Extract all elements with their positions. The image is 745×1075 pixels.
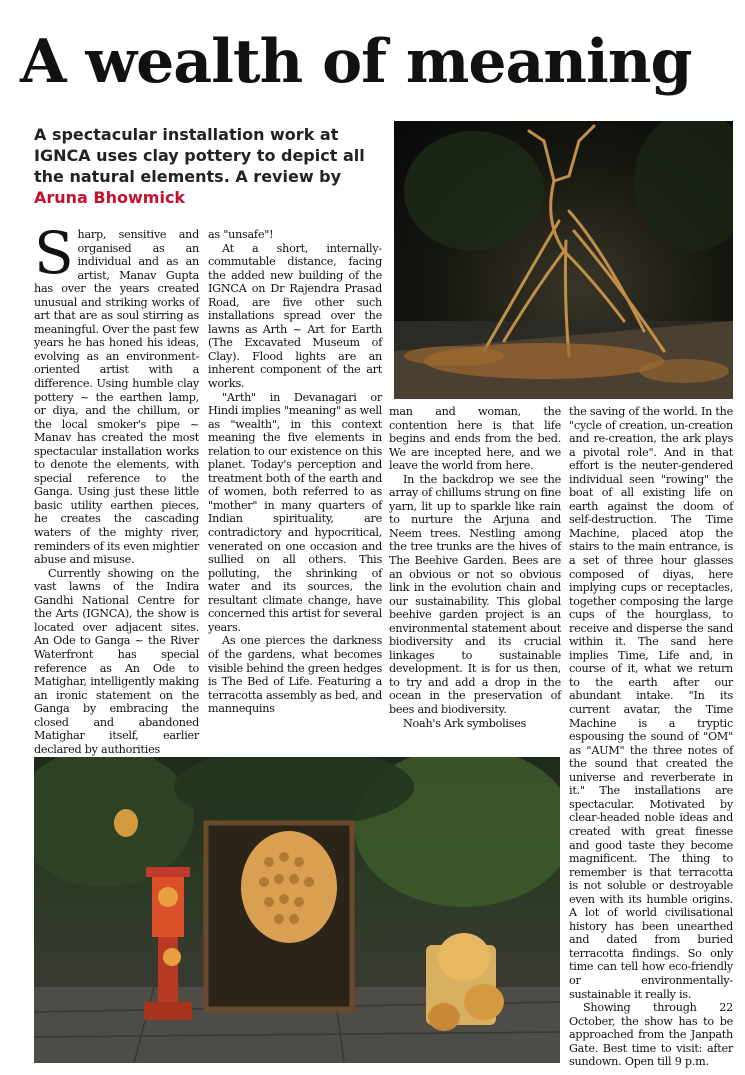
dropcap: S [34, 219, 74, 287]
paragraph: In the backdrop we see the array of chillums strung on fine yarn, lit up to sparkle like rain to nurture the Arjuna and Neem trees. Nestling among the tree trunks are the hives of The Beehive Garden. Bees are an obvious or not so obvious link in the evolution chain and our sustainability. This global beehive garden project is an environmental statement about biodiversity and its crucial linkages to sustainable development. It is for us then, to try and add a drop in the ocean in the preservation of bees and biodiversity. [389, 472, 561, 717]
article-column-2 [208, 228, 382, 716]
standfirst-text: A spectacular installation work at IGNCA uses clay pottery to depict all the natural elements. A review by [34, 125, 365, 186]
paragraph: man and woman, the contention here is that life begins and ends from the bed. We are incepted here, and we leave the world from here. [389, 405, 561, 473]
article-column-3 [389, 405, 561, 730]
hive-frame-sculpture [206, 823, 352, 1009]
stump-hive-sculpture [426, 933, 504, 1031]
article-column-1 [34, 219, 200, 756]
paragraph: the saving of the world. In the "cycle of creation, un-creation and re-creation, the ark plays a pivotal role". And in that effort is the neuter-gendered individual seen "rowing" the boat of all existing life on earth against the doom of self-destruction. The Time Machine, placed atop the stairs to the main entrance, is a set of three hour glasses composed of diyas, here implying cups or receptacles, together composing the large cups of the hourglass, to receive and disperse the sand within it. The sand here implies Time, Life and, in course of it, what we return to the earth after our abundant intake. "In its current avatar, the Time Machine is a tryptic espousing the sound of "OM" as "AUM" the three notes of the sound that created the universe and reverberate in it." The installations are spectacular. Motivated by clear-headed noble ideas and created with great finesse and good taste they become magnificent. The thing to remember is that terracotta is not soluble or destroyable even with its humble origins. A lot of world civilisational history has been unearthed and dated from buried terracotta findings. So only time can tell how eco-friendly or environmentally-sustainable it really is. [569, 405, 733, 1001]
paragraph: as "unsafe"! [208, 228, 274, 241]
paragraph: "Arth" in Devanagari or Hindi implies "meaning" as well as "wealth", in this context meaning the five elements in relation to our existence on this planet. Today's perception and treatment both of the earth and of women, both referred to as "mother" in many quarters of Indian spirituality, are contradictory and hypocritical, venerated on one occasion and sullied on all others. This polluting, the shrinking of water and its sources, the resultant climate change, have concerned this artist for several years. [208, 390, 382, 634]
clay-dancer-sculpture-photo [394, 121, 733, 399]
installation-illustration [34, 757, 560, 1063]
standfirst [34, 124, 384, 208]
paragraph: As one pierces the darkness of the gardens, what becomes visible behind the green hedges is The Bed of Life. Featuring a terracotta assembly as bed, and mannequins [208, 634, 383, 716]
article-column-4 [569, 405, 733, 1069]
paragraph: At a short, internally-commutable distance, facing the added new building of the IGNCA on Dr Rajendra Prasad Road, are five other such installations spread over the lawns as Arth ~ Art for Earth (The Excavated Museum of Clay). Flood lights are an inherent component of the art works. [208, 241, 382, 391]
headline: A wealth of meaning [20, 27, 692, 97]
author-byline: Aruna Bhowmick [34, 188, 186, 207]
terracotta-installation-garden-photo [34, 757, 560, 1063]
paragraph [34, 219, 200, 567]
paragraph: Currently showing on the vast lawns of the Indira Gandhi National Centre for the Arts (IGNCA), the show is located over adjacent sites. An Ode to Ganga ~ the River Waterfront has special reference as An Ode to Matighar, intelligently making an ironic statement on the Ganga by embracing the closed and abandoned Matighar itself, earlier declared by authorities [34, 566, 199, 756]
paragraph: Showing through 22 October, the show has to be approached from the Janpath Gate. Best time to visit: after sundown. Open till 9 p.m. [569, 1001, 733, 1069]
paragraph-text: harp, sensitive and organised as an individual and as an artist, Manav Gupta has over the years created unusual and striking works of art that are as soul stirring as meaningful. Over the past few years he has honed his ideas, evolving as an environment-oriented artist with a difference. Using humble clay pottery ~ the earthen lamp, or diya, and the chillum, or the local smoker's pipe ~ Manav has created the most spectacular installation works to denote the elements, with special reference to the Ganga. Using just these little basic utility earthen pieces, he creates the cascading waters of the mighty river, reminders of its even mightier abuse and misuse. [34, 228, 200, 567]
sculpture-illustration [394, 121, 733, 399]
paragraph: Noah's Ark symbolises [403, 716, 527, 730]
